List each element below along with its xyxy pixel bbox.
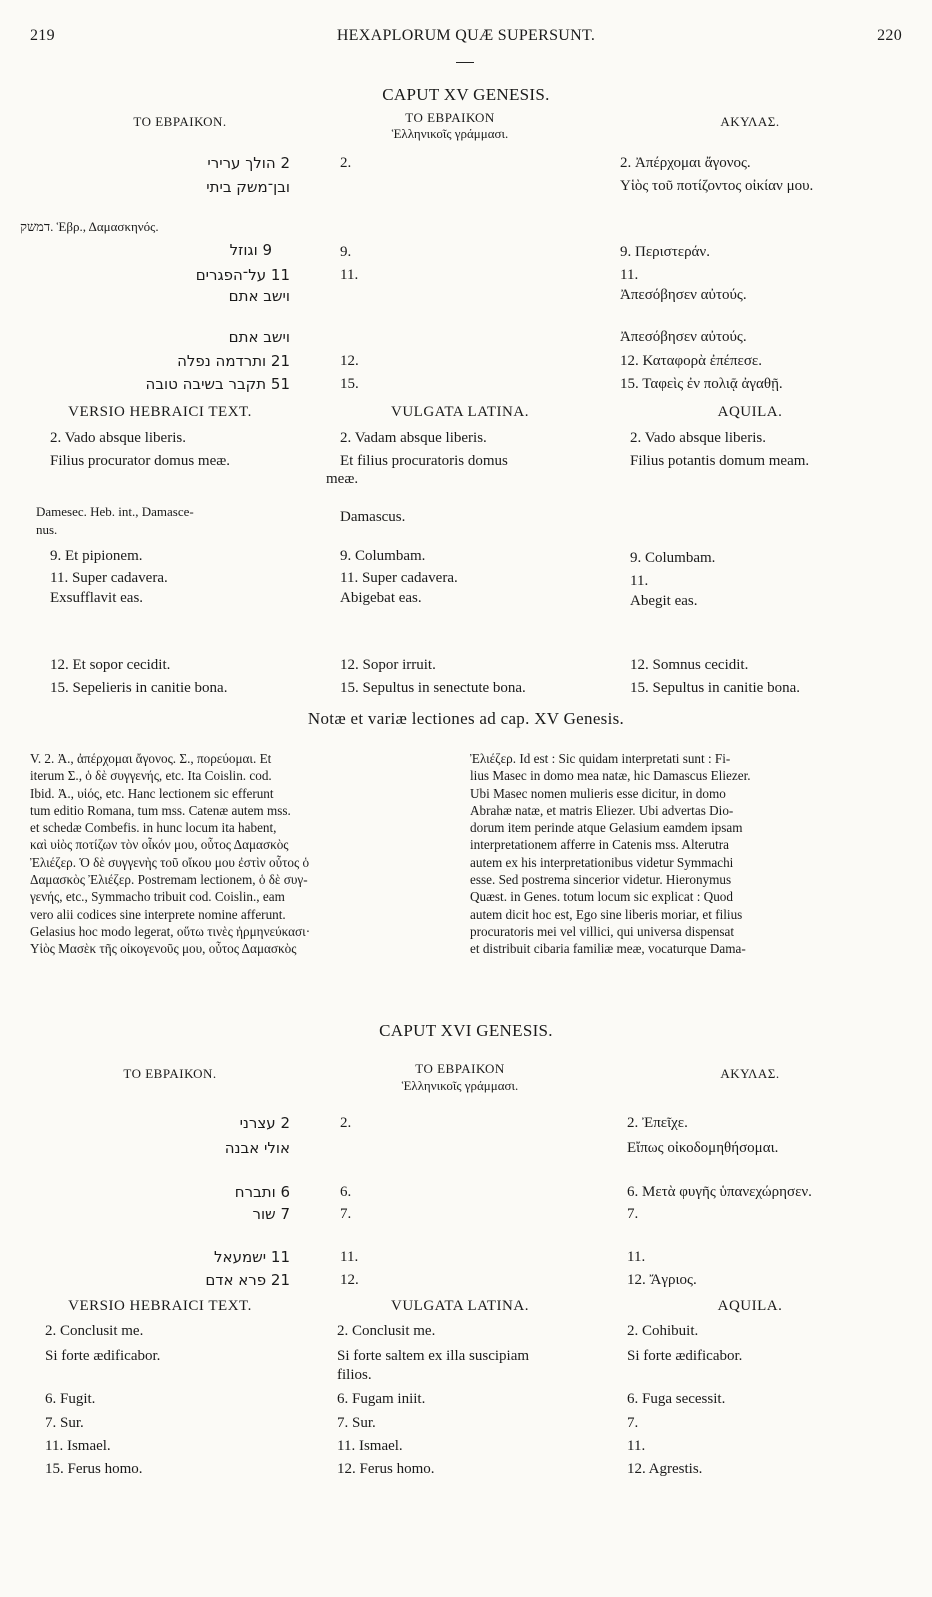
note-line: autem dicit hoc est, Ego sine liberis moriar, et filius xyxy=(470,906,743,922)
hebrew-line: 9 וגוזל xyxy=(229,241,272,259)
hebrew-line: 2 הולך ערירי xyxy=(207,154,290,172)
col-translit-head: ΤΟ ΕΒΡΑΙΚΟΝ xyxy=(405,110,495,125)
note-line: Gelasius hoc modo legerat, οὕτω τινὲς ἡρμηνεύκασι· xyxy=(30,923,311,939)
vulgata-line: Si forte saltem ex illa suscipiam xyxy=(337,1348,530,1364)
vulgata-line: Abigebat eas. xyxy=(340,590,422,606)
aquila-greek-line: 2. Ἀπέρχομαι ἄγονος. xyxy=(620,155,751,171)
note-line: Ἐλιέζερ. Ὁ δὲ συγγενὴς τοῦ οἴκου μου ἐστὶν οὗτος ὁ xyxy=(30,854,310,870)
versio-line: nus. xyxy=(36,522,58,537)
versio-line: Damesec. Heb. int., Damasce- xyxy=(36,504,194,519)
vulgata-line: meæ. xyxy=(326,471,359,487)
divider xyxy=(456,62,474,63)
translit-line: 15. xyxy=(340,376,359,392)
versio-line: 12. Et sopor cecidit. xyxy=(50,657,171,673)
notes-right-column xyxy=(470,750,888,958)
hebrew-line: וישב אתם xyxy=(228,287,290,305)
note-line: et distribuit cibaria familiæ meæ, vocaturque Dama- xyxy=(470,941,746,957)
versio-line: 15. Sepelieris in canitie bona. xyxy=(50,680,228,696)
hebrew-line: וישב אתם xyxy=(228,328,290,346)
col-hebrew-head: ΤΟ ΕΒΡΑΙΚΟΝ. xyxy=(123,1066,217,1081)
col-hebrew-head: ΤΟ ΕΒΡΑΙΚΟΝ. xyxy=(133,114,227,129)
hebrew-line: 12 פרא אדם xyxy=(205,1271,290,1289)
aquila-greek-line: 11. xyxy=(627,1249,646,1265)
col-translit-subhead: Ἑλληνικοῖς γράμμασι. xyxy=(391,126,509,141)
translit-line: 9. xyxy=(340,244,352,260)
note-line: V. 2. Ἀ., ἀπέρχομαι ἄγονος. Σ., πορεύομαι. Et xyxy=(30,751,272,766)
aquila-greek-line: Εἴπως οἰκοδομηθήσομαι. xyxy=(627,1140,779,1156)
note-line: Υἱὸς Μασὲκ τῆς οἰκογενοῦς μου, οὗτος Δαμασκὸς xyxy=(30,941,297,957)
note-line: lius Masec in domo mea natæ, hic Damascus Eliezer. xyxy=(470,768,751,784)
aquila-latin-line: 11. xyxy=(630,573,649,589)
note-line: procuratoris mei vel villici, qui universa dispensat xyxy=(470,923,735,939)
translit-line: 12. xyxy=(340,353,359,369)
note-line: dorum item perinde atque Gelasium eamdem ipsam xyxy=(470,820,743,836)
aquila-latin-line: 2. Vado absque liberis. xyxy=(630,430,766,446)
vulgata-line: 11. Ismael. xyxy=(337,1438,403,1454)
note-line: esse. Sed postrema sincerior videtur. Hieronymus xyxy=(470,872,732,888)
vulgata-line: 9. Columbam. xyxy=(340,548,426,564)
note-line: autem ex his interpretationibus videtur Symmachi xyxy=(470,854,734,870)
hebrew-line: ובן־משק ביתי xyxy=(206,178,290,196)
translit-line: 2. xyxy=(340,1115,352,1131)
aquila-greek-line: 6. Μετὰ φυγῆς ὑπανεχώρησεν. xyxy=(627,1184,812,1200)
vulgata-line: 6. Fugam iniit. xyxy=(337,1391,426,1407)
note-line: Δαμασκὸς Ἐλιέζερ. Postremam lectionem, ὁ δὲ συγ- xyxy=(30,872,308,888)
note-line: Abrahæ natæ, et matris Eliezer. Ubi advertas Dio- xyxy=(470,802,734,818)
vulgata-line: 12. Sopor irruit. xyxy=(340,657,436,673)
vulgata-line: 2. Vadam absque liberis. xyxy=(340,430,487,446)
versio-line: 2. Conclusit me. xyxy=(45,1323,144,1339)
versio-line: 7. Sur. xyxy=(45,1415,84,1431)
versio-head: VERSIO HEBRAICI TEXT. xyxy=(68,1298,252,1314)
notes-title: Notæ et variæ lectiones ad cap. XV Genesis. xyxy=(307,709,625,728)
versio-line: 15. Ferus homo. xyxy=(45,1461,143,1477)
aquila-latin-line: 12. Somnus cecidit. xyxy=(630,657,749,673)
aquila-latin-line: 6. Fuga secessit. xyxy=(627,1391,726,1407)
versio-line: Si forte ædificabor. xyxy=(45,1348,161,1364)
aquila-latin-line: Filius potantis domum meam. xyxy=(630,453,810,469)
running-title: HEXAPLORUM QUÆ SUPERSUNT. xyxy=(336,27,596,44)
vulgata-head: VULGATA LATINA. xyxy=(391,404,529,420)
aquila-greek-line: Ἀπεσόβησεν αὐτούς. xyxy=(620,329,747,345)
hebrew-line: 11 ישמעאל xyxy=(214,1248,290,1266)
aquila-latin-line: 11. xyxy=(627,1438,646,1454)
hebrew-line: 6 ותברח xyxy=(234,1183,290,1201)
translit-line: 12. xyxy=(340,1272,359,1288)
aquila-greek-line: 15. Ταφεὶς ἐν πολιᾷ ἀγαθῇ. xyxy=(620,376,783,392)
col-aquila-head: ΑΚΥΛΑΣ. xyxy=(720,1066,780,1081)
aquila-latin-line: Abegit eas. xyxy=(630,593,698,609)
col-translit-head: ΤΟ ΕΒΡΑΙΚΟΝ xyxy=(415,1061,505,1076)
aquila-greek-line: 9. Περιστεράν. xyxy=(620,244,710,260)
note-line: καὶ υἱὸς ποτίζων τὸν οἶκόν μου, οὗτος Δαμασκὸς xyxy=(30,837,289,853)
vulgata-line: 7. Sur. xyxy=(337,1415,376,1431)
col-translit-subhead: Ἑλληνικοῖς γράμμασι. xyxy=(401,1078,519,1093)
aquila-greek-line: Υἱὸς τοῦ ποτίζοντος οἰκίαν μου. xyxy=(620,178,814,194)
aquila-latin-line: 15. Sepultus in canitie bona. xyxy=(630,680,800,696)
aquila-latin-line: 12. Agrestis. xyxy=(627,1461,703,1477)
vulgata-line: 2. Conclusit me. xyxy=(337,1323,436,1339)
versio-line: 11. Ismael. xyxy=(45,1438,111,1454)
page-number-left: 219 xyxy=(30,27,55,44)
versio-line: 9. Et pipionem. xyxy=(50,548,143,564)
versio-line: 11. Super cadavera. xyxy=(50,570,168,586)
note-line: Ἐλιέζερ. Id est : Sic quidam interpretati sunt : Fi- xyxy=(470,751,731,766)
note-line: Quæst. in Genes. totum locum sic explicat : Quod xyxy=(470,889,733,905)
note-line: interpretationem afferre in Catenis mss. Alterutra xyxy=(470,837,730,853)
vulgata-line: Damascus. xyxy=(340,509,406,525)
aquila-latin-line: 7. xyxy=(627,1415,639,1431)
aquila-greek-line: 12. Καταφορὰ ἐπέπεσε. xyxy=(620,353,762,369)
hebrew-line: דמשק. Ἑβρ., Δαμασκηνός. xyxy=(20,219,159,234)
chapter-16-title: CAPUT XVI GENESIS. xyxy=(379,1021,553,1040)
hebrew-line: 15 תקבר בשיבה טובה xyxy=(145,375,290,393)
versio-line: Exsufflavit eas. xyxy=(50,590,144,606)
aquila-greek-line: 12. Ἄγριος. xyxy=(627,1272,697,1288)
aquila-greek-line: 2. Ἐπεῖχε. xyxy=(627,1115,688,1131)
note-line: Ubi Masec nomen mulieris esse dicitur, in domo xyxy=(470,785,726,801)
versio-line: 2. Vado absque liberis. xyxy=(50,430,186,446)
aquila-latin-line: 2. Cohibuit. xyxy=(627,1323,699,1339)
note-line: et schedæ Combefis. in hunc locum ita habent, xyxy=(30,820,277,836)
translit-line: 11. xyxy=(340,1249,359,1265)
aquila-greek-line: 11. xyxy=(620,267,639,283)
page-number-right: 220 xyxy=(877,27,902,44)
aquila-latin-head: AQUILA. xyxy=(717,1298,783,1314)
translit-line: 11. xyxy=(340,267,359,283)
note-line: γενής, etc., Symmacho tribuit cod. Coislin., eam xyxy=(30,889,285,905)
hebrew-line: 7 שור xyxy=(252,1205,290,1223)
versio-head: VERSIO HEBRAICI TEXT. xyxy=(68,404,252,420)
translit-line: 6. xyxy=(340,1184,352,1200)
aquila-latin-line: Si forte ædificabor. xyxy=(627,1348,743,1364)
vulgata-line: 11. Super cadavera. xyxy=(340,570,458,586)
vulgata-line: 15. Sepultus in senectute bona. xyxy=(340,680,526,696)
aquila-greek-line: Ἀπεσόβησεν αὐτούς. xyxy=(620,287,747,303)
aquila-latin-head: AQUILA. xyxy=(717,404,783,420)
translit-line: 2. xyxy=(340,155,352,171)
note-line: iterum Σ., ὁ δὲ συγγενής, etc. Ita Coislin. cod. xyxy=(30,768,272,784)
col-aquila-head: ΑΚΥΛΑΣ. xyxy=(720,114,780,129)
note-line: Ibid. Ἀ., υἱός, etc. Hanc lectionem sic efferunt xyxy=(30,785,274,801)
vulgata-line: 12. Ferus homo. xyxy=(337,1461,435,1477)
chapter-15-title: CAPUT XV GENESIS. xyxy=(382,85,550,104)
aquila-greek-line: 7. xyxy=(627,1206,639,1222)
note-line: vero alii codices sine interprete nomine afferunt. xyxy=(30,906,286,922)
vulgata-line: filios. xyxy=(337,1367,372,1383)
hebrew-line: אולי אבנה xyxy=(224,1139,290,1157)
hebrew-line: 11 על־הפגרים xyxy=(195,266,290,284)
note-line: tum editio Romana, tum mss. Catenæ autem mss. xyxy=(30,802,291,818)
versio-line: Filius procurator domus meæ. xyxy=(50,453,230,469)
vulgata-line: Et filius procuratoris domus xyxy=(340,453,508,469)
notes-left-column xyxy=(30,750,448,958)
versio-line: 6. Fugit. xyxy=(45,1391,96,1407)
translit-line: 7. xyxy=(340,1206,352,1222)
vulgata-head: VULGATA LATINA. xyxy=(391,1298,529,1314)
hebrew-line: 2 עצרני xyxy=(239,1114,290,1132)
hebrew-line: 12 ותרדמה נפלה xyxy=(177,352,290,370)
aquila-latin-line: 9. Columbam. xyxy=(630,550,716,566)
